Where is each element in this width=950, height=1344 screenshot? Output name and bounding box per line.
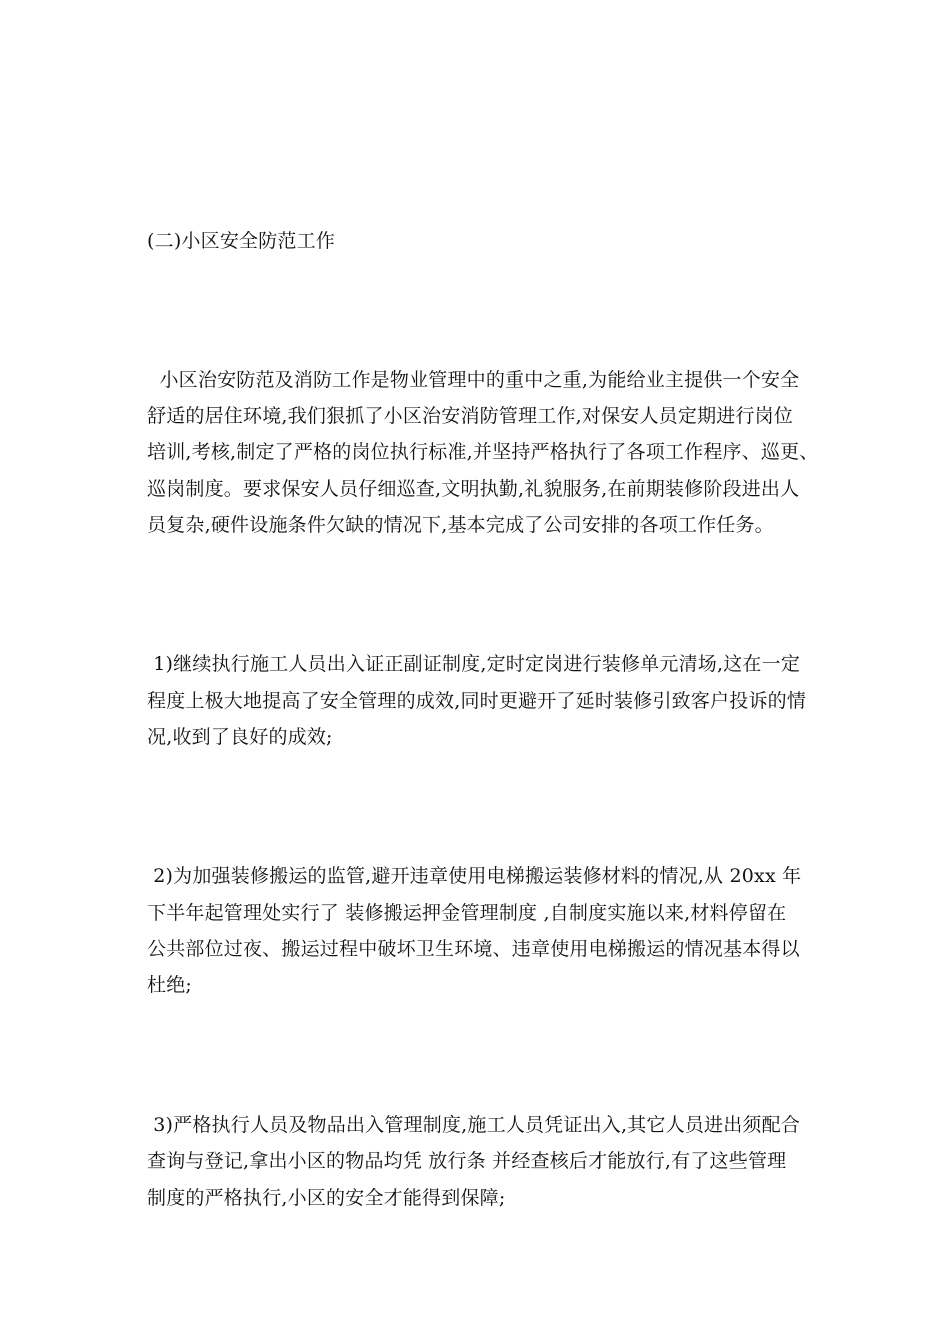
paragraph-line: 制度的严格执行,小区的安全才能得到保障; (147, 1187, 506, 1209)
paragraph-line: 况,收到了良好的成效; (147, 726, 333, 748)
paragraph-line: 查询与登记,拿出小区的物品均凭 放行条 并经查核后才能放行,有了这些管理 (147, 1150, 787, 1172)
paragraph-line: 下半年起管理处实行了 装修搬运押金管理制度 ,自制度实施以来,材料停留在 (147, 902, 787, 924)
paragraph-line: 1)继续执行施工人员出入证正副证制度,定时定岗进行装修单元清场,这在一定 (147, 653, 801, 675)
paragraph-line: 3)严格执行人员及物品出入管理制度,施工人员凭证出入,其它人员进出须配合 (147, 1114, 801, 1136)
paragraph-line: 程度上极大地提高了安全管理的成效,同时更避开了延时装修引致客户投诉的情 (147, 690, 807, 712)
paragraph-line: 培训,考核,制定了严格的岗位执行标准,并坚持严格执行了各项工作程序、巡更、 (147, 441, 819, 463)
paragraph-line: 小区治安防范及消防工作是物业管理中的重中之重,为能给业主提供一个安全 (147, 369, 800, 391)
section-heading: (二)小区安全防范工作 (147, 230, 336, 252)
paragraph-line: 公共部位过夜、搬运过程中破坏卫生环境、违章使用电梯搬运的情况基本得以 (147, 938, 800, 960)
paragraph-line: 舒适的居住环境,我们狠抓了小区治安消防管理工作,对保安人员定期进行岗位 (147, 405, 794, 427)
paragraph-line: 员复杂,硬件设施条件欠缺的情况下,基本完成了公司安排的各项工作任务。 (147, 514, 774, 536)
paragraph-line: 巡岗制度。要求保安人员仔细巡查,文明执勤,礼貌服务,在前期装修阶段进出人 (147, 478, 800, 500)
paragraph-line: 杜绝; (147, 974, 193, 996)
paragraph-line: 2)为加强装修搬运的监管,避开违章使用电梯搬运装修材料的情况,从 20xx 年 (147, 865, 802, 887)
